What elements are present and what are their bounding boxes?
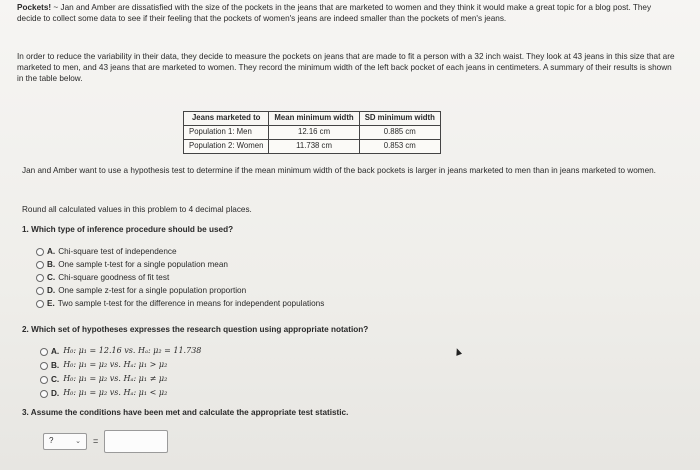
table-cell: 0.885 cm bbox=[359, 126, 440, 140]
option-label: H₀: μ₁ = μ₂ vs. Hₐ: μ₁ > μ₂ bbox=[63, 360, 168, 370]
table-row bbox=[184, 126, 441, 140]
table-header-row bbox=[184, 112, 441, 126]
rounding-instruction: Round all calculated values in this problem to 4 decimal places. bbox=[22, 205, 252, 214]
option-letter: D. bbox=[51, 389, 60, 398]
q2-option-c[interactable] bbox=[40, 374, 167, 385]
table-row bbox=[184, 140, 441, 154]
select-value: ? bbox=[49, 436, 54, 446]
answer-row bbox=[43, 430, 168, 453]
option-label: One sample z-test for a single population proportion bbox=[58, 286, 247, 295]
q1-option-c[interactable] bbox=[36, 272, 169, 283]
summary-table bbox=[183, 111, 441, 154]
radio-button[interactable] bbox=[36, 261, 44, 269]
table-cell: Population 2: Women bbox=[184, 140, 269, 154]
table-header: SD minimum width bbox=[359, 112, 440, 126]
option-letter: D. bbox=[47, 286, 56, 295]
table-header: Jeans marketed to bbox=[184, 112, 269, 126]
question-2: 2. Which set of hypotheses expresses the research question using appropriate notation? bbox=[22, 325, 369, 334]
option-label: Chi-square goodness of fit test bbox=[58, 273, 170, 282]
option-label: Chi-square test of independence bbox=[58, 247, 177, 256]
research-question: Jan and Amber want to use a hypothesis test to determine if the mean minimum width of the back pockets is larger in jeans marketed to men than in jeans marketed to women. bbox=[22, 166, 656, 175]
table-cell: 0.853 cm bbox=[359, 140, 440, 154]
option-letter: C. bbox=[51, 375, 60, 384]
mouse-cursor-icon bbox=[454, 347, 462, 356]
table-cell: Population 1: Men bbox=[184, 126, 269, 140]
radio-button[interactable] bbox=[40, 348, 48, 356]
equals-sign: = bbox=[93, 436, 99, 447]
test-statistic-input[interactable] bbox=[104, 430, 168, 453]
option-label: H₀: μ₁ = 12.16 vs. Hₐ: μ₂ = 11.738 bbox=[63, 346, 202, 356]
intro-paragraph bbox=[17, 2, 677, 24]
intro-title: Pockets! bbox=[17, 3, 52, 12]
radio-button[interactable] bbox=[40, 376, 48, 384]
table-cell: 11.738 cm bbox=[269, 140, 359, 154]
q1-option-b[interactable] bbox=[36, 259, 228, 270]
table-cell: 12.16 cm bbox=[269, 126, 359, 140]
option-label: H₀: μ₁ = μ₂ vs. Hₐ: μ₁ ≠ μ₂ bbox=[63, 374, 168, 384]
q2-option-b[interactable] bbox=[40, 360, 167, 371]
radio-button[interactable] bbox=[36, 274, 44, 282]
q2-option-a[interactable] bbox=[40, 346, 201, 357]
radio-button[interactable] bbox=[40, 390, 48, 398]
q1-option-e[interactable] bbox=[36, 298, 324, 309]
radio-button[interactable] bbox=[36, 287, 44, 295]
option-letter: B. bbox=[47, 260, 56, 269]
option-label: One sample t-test for a single population mean bbox=[58, 260, 228, 269]
chevron-down-icon: ⌄ bbox=[75, 437, 81, 445]
radio-button[interactable] bbox=[36, 248, 44, 256]
question-1: 1. Which type of inference procedure should be used? bbox=[22, 225, 234, 234]
option-letter: A. bbox=[47, 247, 56, 256]
method-paragraph: In order to reduce the variability in their data, they decide to measure the pockets on jeans that are made to fit a person with a 32 inch waist. They look at 43 jeans in this size that are marketed to men, and 43 jeans that are marketed to women. They record the minimum width of the left back pocket of each jeans in centimeters. A summary of their results is shown in the table below. bbox=[17, 52, 675, 84]
statistic-select[interactable] bbox=[43, 433, 87, 450]
option-letter: E. bbox=[47, 299, 55, 308]
option-letter: B. bbox=[51, 361, 60, 370]
radio-button[interactable] bbox=[36, 300, 44, 308]
question-3: 3. Assume the conditions have been met and calculate the appropriate test statistic. bbox=[22, 408, 349, 417]
intro-text: ~ Jan and Amber are dissatisfied with the size of the pockets in the jeans that are marketed to women and they think it would make a great topic for a blog post. They decide to collect some data to see if their feeling that the pockets of women's jeans are indeed smaller than the pockets of men's jeans. bbox=[17, 3, 652, 24]
option-letter: C. bbox=[47, 273, 56, 282]
option-letter: A. bbox=[51, 347, 60, 356]
q1-option-d[interactable] bbox=[36, 285, 246, 296]
option-label: Two sample t-test for the difference in means for independent populations bbox=[57, 299, 325, 308]
option-label: H₀: μ₁ = μ₂ vs. Hₐ: μ₁ < μ₂ bbox=[63, 388, 168, 398]
radio-button[interactable] bbox=[40, 362, 48, 370]
q1-option-a[interactable] bbox=[36, 246, 177, 257]
table-header: Mean minimum width bbox=[269, 112, 359, 126]
q2-option-d[interactable] bbox=[40, 388, 167, 399]
